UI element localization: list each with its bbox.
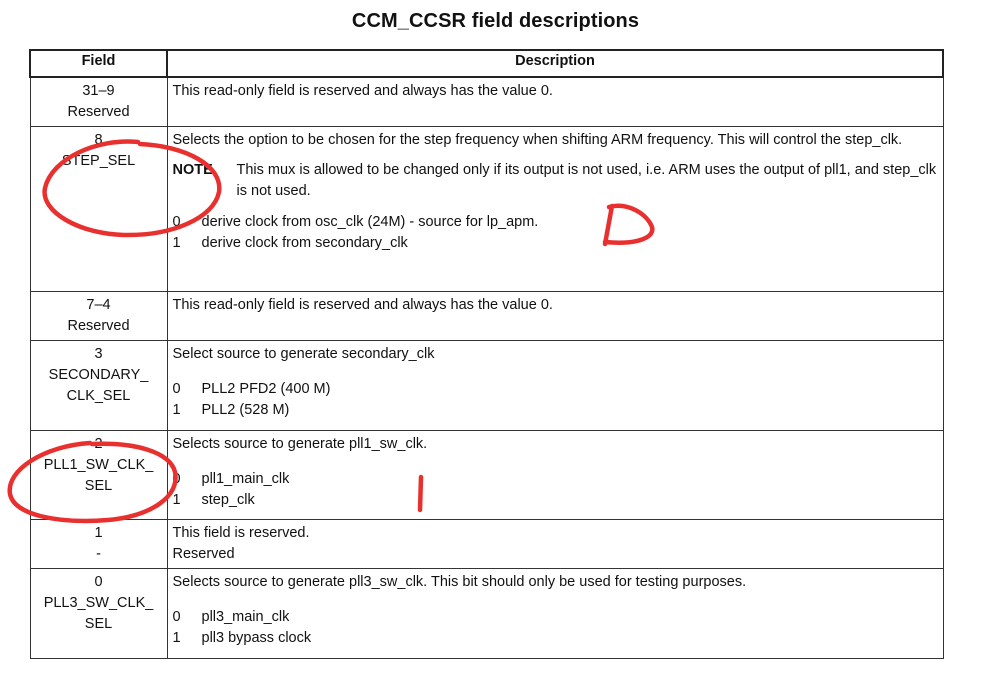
table-row	[30, 127, 943, 292]
option-value: 1	[172, 630, 181, 646]
field-cell	[30, 77, 167, 127]
field-name-line: PLL1_SW_CLK_	[43, 457, 154, 473]
field-cell	[30, 127, 167, 292]
page-title: CCM_CCSR field descriptions	[351, 10, 640, 32]
option-text: step_clk	[201, 492, 255, 508]
field-cell	[30, 292, 167, 341]
field-cell	[30, 341, 167, 431]
description-text: Select source to generate secondary_clk	[172, 346, 435, 362]
option-value: 1	[172, 235, 181, 251]
table-row	[30, 569, 943, 659]
field-name: -	[96, 546, 101, 562]
option-value: 0	[172, 609, 181, 625]
field-name-line: SEL	[84, 478, 113, 494]
option-item	[173, 628, 938, 649]
note-label: NOTE	[172, 162, 213, 178]
option-item	[173, 400, 938, 421]
option-item	[173, 469, 938, 490]
description-text: Selects the option to be chosen for the step frequency when shifting ARM frequency. This will control the step_clk.	[172, 132, 903, 148]
option-text: PLL2 PFD2 (400 M)	[201, 381, 331, 397]
option-text: pll1_main_clk	[201, 471, 290, 487]
option-text: derive clock from osc_clk (24M) - source for lp_apm.	[201, 214, 539, 230]
field-bits: 2	[94, 436, 103, 452]
field-name-line: PLL3_SW_CLK_	[43, 595, 154, 611]
field-bits: 3	[94, 346, 103, 362]
table-row	[30, 431, 943, 520]
field-bits: 31–9	[82, 83, 115, 99]
description-cell	[167, 77, 943, 127]
option-text: derive clock from secondary_clk	[201, 235, 408, 251]
option-value: 0	[172, 471, 181, 487]
option-item	[173, 379, 938, 400]
field-name: STEP_SEL	[61, 153, 136, 169]
table-row	[30, 77, 943, 127]
option-item	[173, 490, 938, 511]
field-name: Reserved	[67, 318, 130, 334]
field-cell	[30, 431, 167, 520]
description-cell	[167, 520, 943, 569]
field-name-line: SECONDARY_	[48, 367, 149, 383]
option-value: 1	[172, 492, 181, 508]
field-bits: 7–4	[86, 297, 111, 313]
description-cell	[167, 292, 943, 341]
option-item	[173, 212, 938, 233]
field-bits: 8	[94, 132, 103, 148]
table-header-row	[30, 50, 943, 77]
table-row	[30, 341, 943, 431]
field-column-header: Field	[30, 50, 167, 77]
description-text: This field is reserved.	[172, 525, 310, 541]
description-text: This read-only field is reserved and always has the value 0.	[172, 83, 553, 99]
description-cell	[167, 431, 943, 520]
option-value: 0	[172, 214, 181, 230]
description-cell	[167, 127, 943, 292]
field-cell	[30, 520, 167, 569]
description-cell	[167, 341, 943, 431]
field-name-line: CLK_SEL	[66, 388, 131, 404]
field-name: Reserved	[67, 104, 130, 120]
description-text: Reserved	[172, 546, 235, 562]
field-cell	[30, 569, 167, 659]
description-text: This read-only field is reserved and always has the value 0.	[172, 297, 553, 313]
option-text: pll3 bypass clock	[201, 630, 312, 646]
option-item	[173, 233, 938, 254]
option-text: pll3_main_clk	[201, 609, 290, 625]
field-descriptions-table	[29, 49, 944, 659]
description-column-header: Description	[167, 50, 943, 77]
field-bits: 1	[94, 525, 103, 541]
field-name-line: SEL	[84, 616, 113, 632]
description-text: Selects source to generate pll1_sw_clk.	[172, 436, 428, 452]
field-bits: 0	[94, 574, 103, 590]
option-item	[173, 607, 938, 628]
description-text: Selects source to generate pll3_sw_clk. This bit should only be used for testing purposes.	[172, 574, 747, 590]
note-block	[173, 160, 938, 202]
table-row	[30, 520, 943, 569]
option-text: PLL2 (528 M)	[201, 402, 290, 418]
description-cell	[167, 569, 943, 659]
note-text: This mux is allowed to be changed only if its output is not used, i.e. ARM uses the output of pll1, and step_clk is not used.	[236, 162, 937, 199]
option-value: 0	[172, 381, 181, 397]
table-row	[30, 292, 943, 341]
option-value: 1	[172, 402, 181, 418]
